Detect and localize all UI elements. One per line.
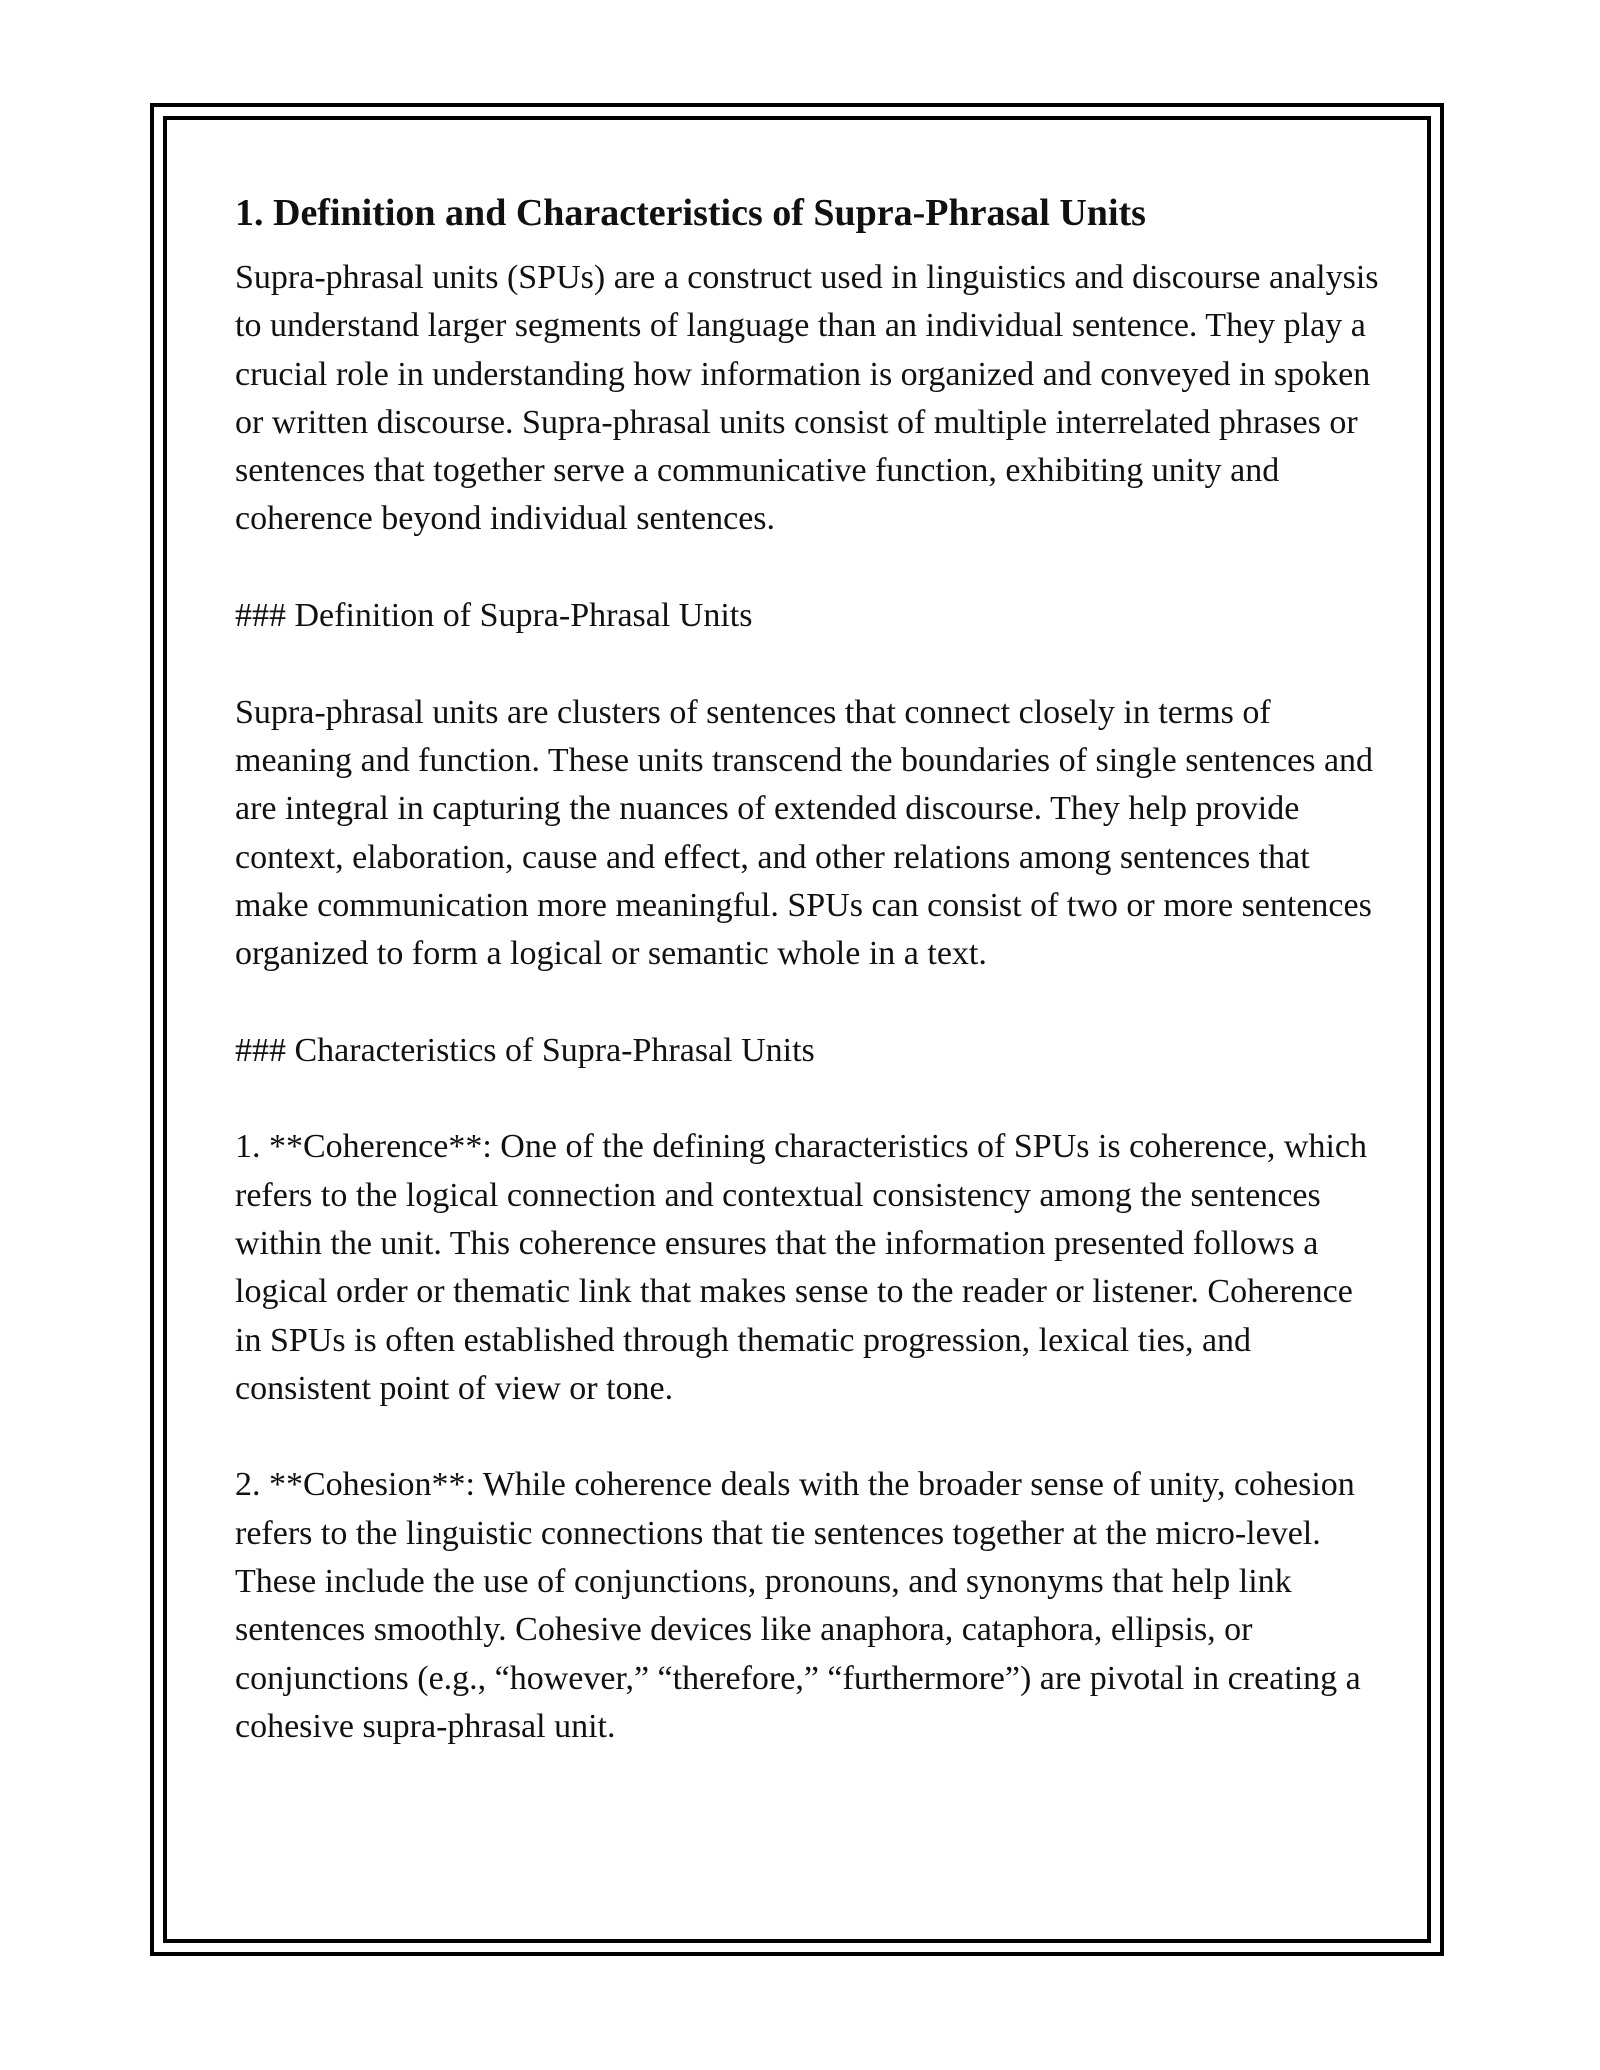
definition-subheading: ### Definition of Supra-Phrasal Units xyxy=(235,597,753,635)
paragraph-spacer xyxy=(235,1075,1385,1123)
paragraph-spacer xyxy=(235,1413,1385,1461)
section-heading: 1. Definition and Characteristics of Supra-Phrasal Units xyxy=(235,192,1146,234)
intro-paragraph: Supra-phrasal units (SPUs) are a construct used in linguistics and discourse analysis to understand larger segments of language than an individual sentence. They play a crucial role in understanding how information is organized and conveyed in spoken or written discourse. Supra-phrasal units consist of multiple interrelated phrases or sentences that together serve a communicative function, exhibiting unity and coherence beyond individual sentences. xyxy=(235,259,1379,538)
cohesion-list-item: 2. **Cohesion**: While coherence deals with the broader sense of unity, cohesion refers to the linguistic connections that tie sentences together at the micro-level. These include the use of conjunctions, pronouns, and synonyms that help link sentences smoothly. Cohesive devices like anaphora, cataphora, ellipsis, or conjunctions (e.g., “however,” “therefore,” “furthermore”) are pivotal in creating a cohesive supra-phrasal unit. xyxy=(235,1466,1361,1745)
document-body xyxy=(235,186,1385,1751)
characteristics-subheading: ### Characteristics of Supra-Phrasal Units xyxy=(235,1031,815,1069)
paragraph-spacer xyxy=(235,978,1385,1026)
definition-paragraph: Supra-phrasal units are clusters of sentences that connect closely in terms of meaning and function. These units transcend the boundaries of single sentences and are integral in capturing the nuances of extended discourse. They help provide context, elaboration, cause and effect, and other relations among sentences that make communication more meaningful. SPUs can consist of two or more sentences organized to form a logical or semantic whole in a text. xyxy=(235,693,1374,973)
coherence-list-item: 1. **Coherence**: One of the defining characteristics of SPUs is coherence, which refers to the logical connection and contextual consistency among the sentences within the unit. This coherence ensures that the information presented follows a logical order or thematic link that makes sense to the reader or listener. Coherence in SPUs is often established through thematic progression, lexical ties, and consistent point of view or tone. xyxy=(235,1128,1368,1407)
paragraph-spacer xyxy=(235,544,1385,592)
paragraph-spacer xyxy=(235,640,1385,688)
